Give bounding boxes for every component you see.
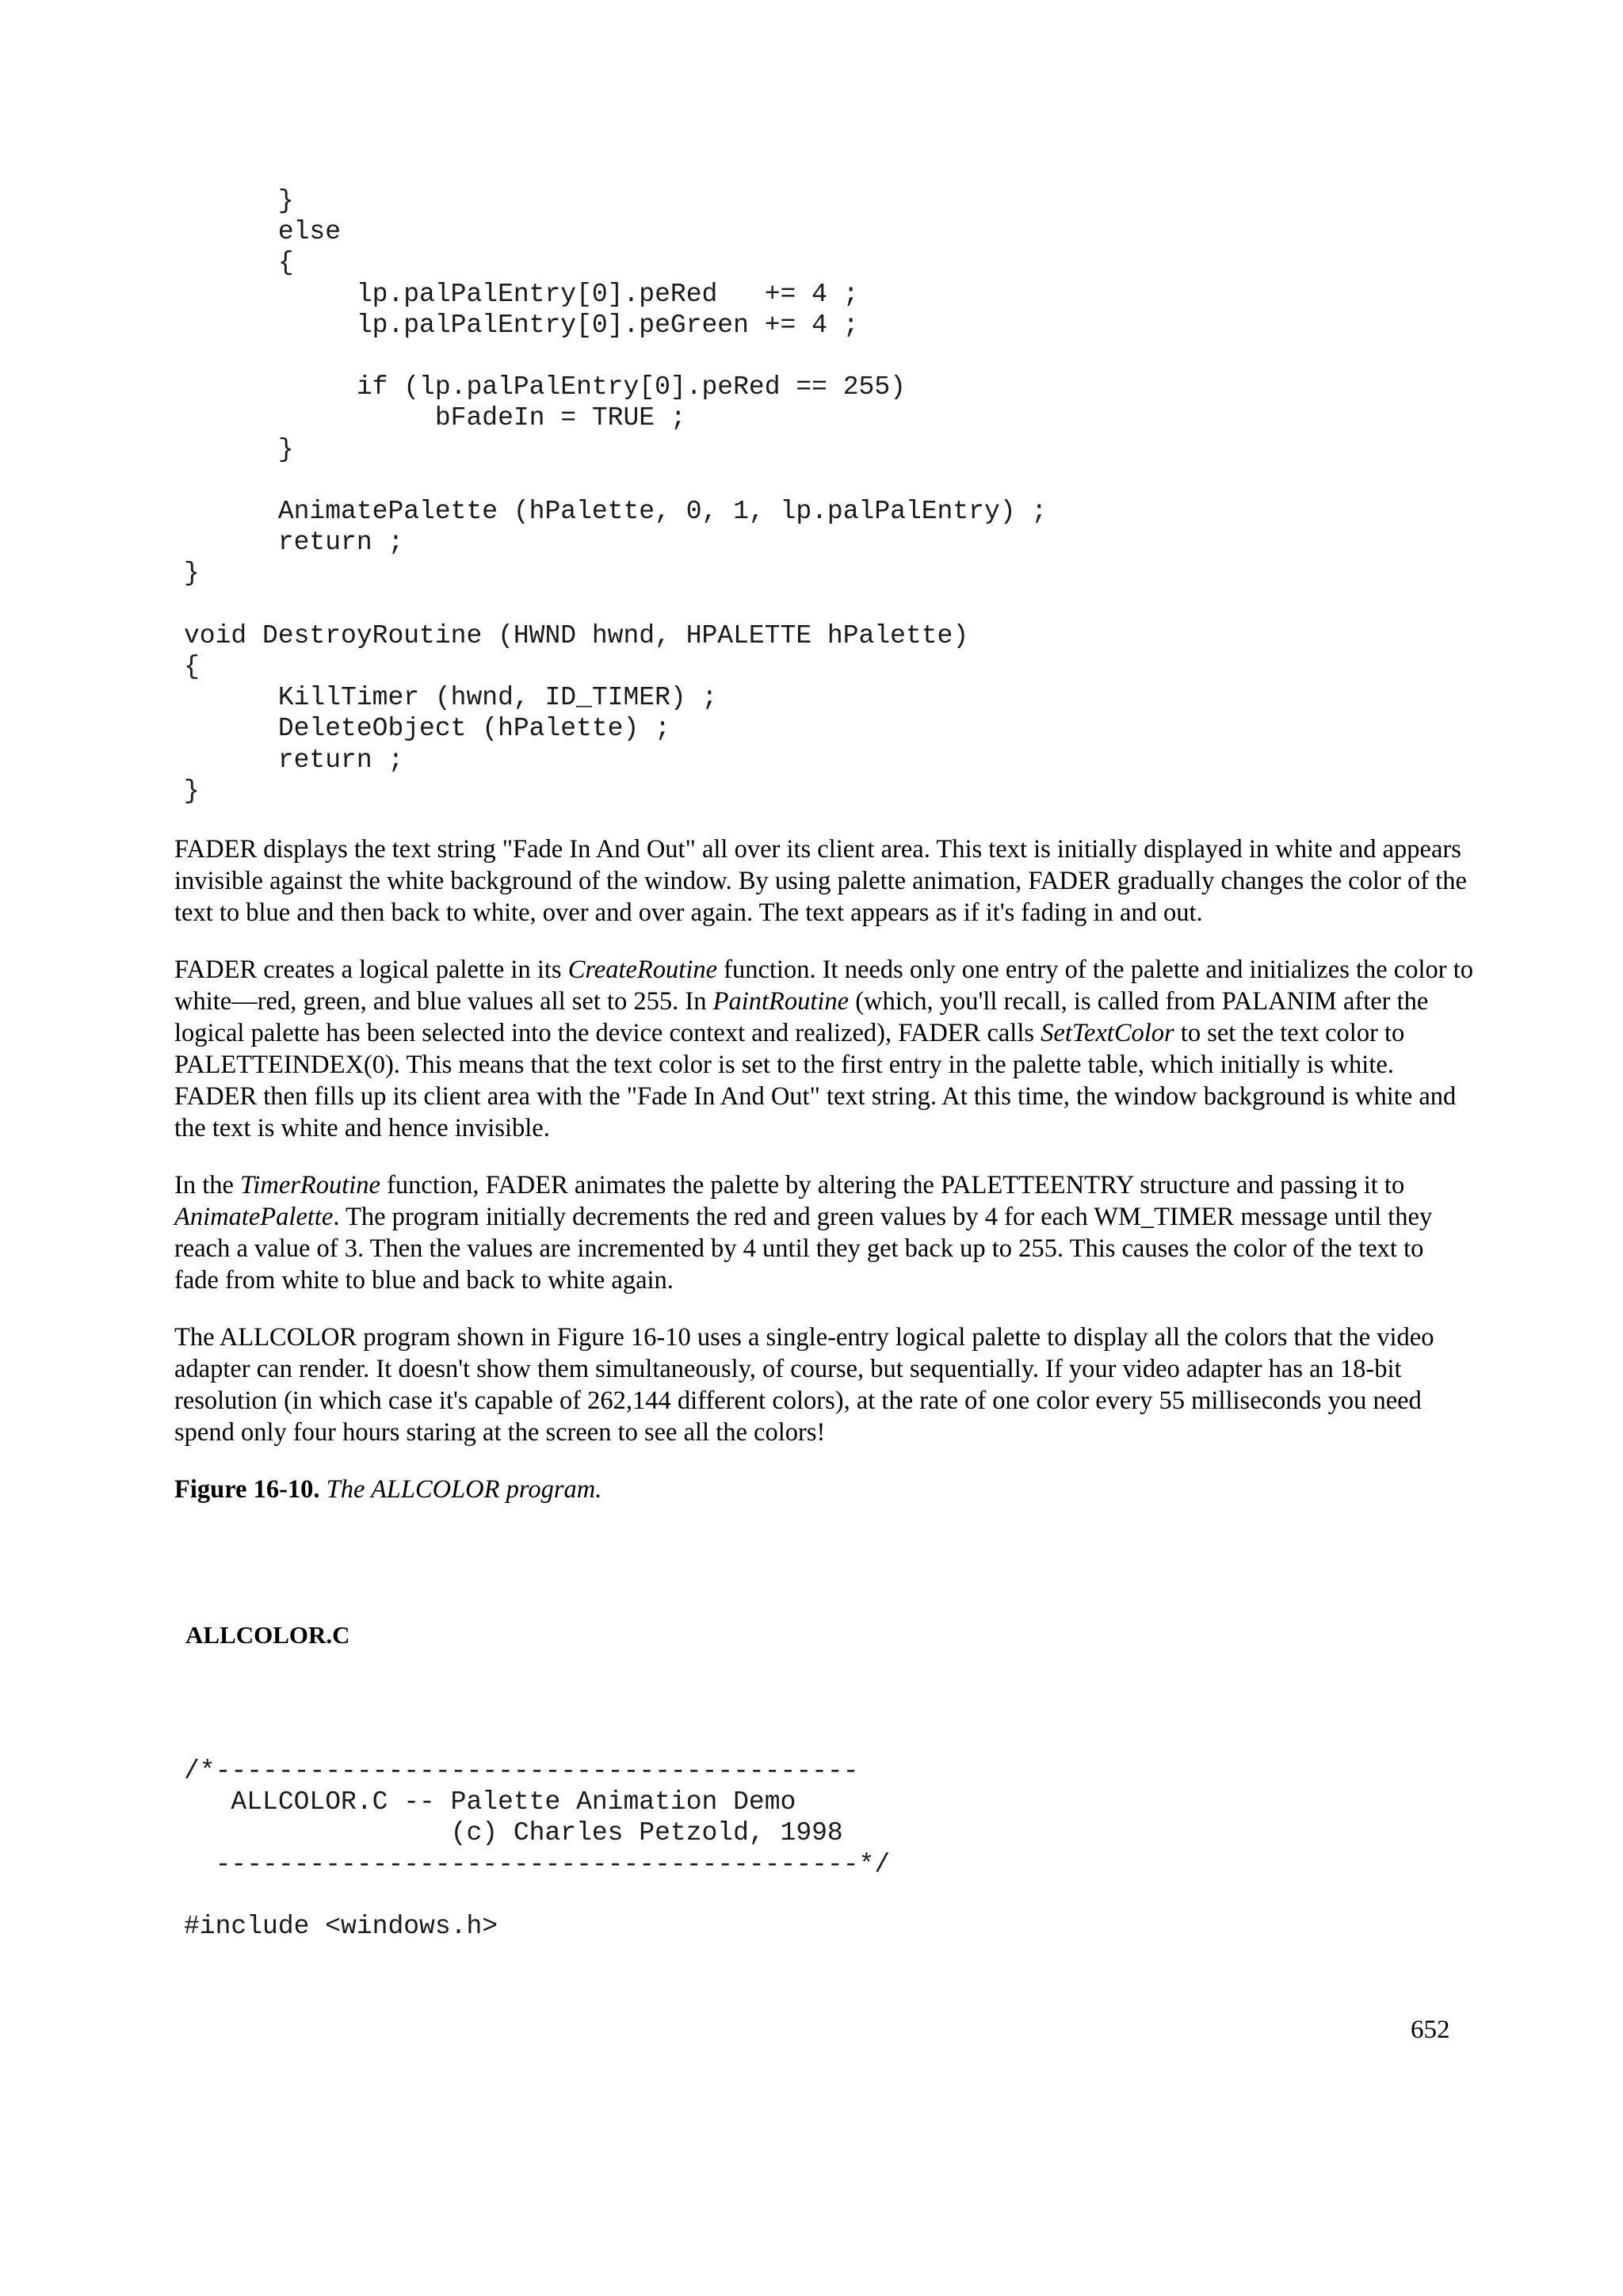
- paragraph: [174, 954, 1474, 1144]
- text-run: The ALLCOLOR program shown in Figure 16-10 uses a single-entry logical palette to display all the colors that the video adapter can render. It doesn't show them simultaneously, of course, but sequentially. If your video adapter has an 18-bit resolution (in which case it's capable of 262,144 different colors), at the rate of one color every 55 milliseconds you need spend only four hours staring at the screen to see all the colors!: [174, 1323, 1434, 1447]
- text-run: function. It needs only one entry of the palette and initializes the color to white—red, green, and blue values all set to 255. In: [174, 955, 1473, 1016]
- text-run: function, FADER animates the palette by altering the PALETTEENTRY structure and passing it to: [380, 1171, 1405, 1199]
- italic-term: SetTextColor: [1041, 1019, 1174, 1047]
- text-run: FADER creates a logical palette in its: [174, 955, 568, 984]
- listing-filename: ALLCOLOR.C: [185, 1621, 350, 1649]
- italic-term: AnimatePalette: [174, 1203, 334, 1231]
- italic-term: CreateRoutine: [567, 955, 718, 984]
- code-listing-continued: } else { lp.palPalEntry[0].peRed += 4 ; lp.palPalEntry[0].peGreen += 4 ; if (lp.palPalEntry[0].peRed == 255) bFadeIn = TRUE ; } AnimatePalette (hPalette, 0, 1, lp.palPalEntry) ; return ; } void DestroyRoutine (HWND hwnd, HPALETTE hPalette) { KillTimer (hwnd, ID_TIMER) ; DeleteObject (hPalette) ; return ; }: [184, 186, 1048, 806]
- paragraph: [174, 833, 1474, 929]
- page-number: 652: [1411, 2016, 1450, 2044]
- italic-term: TimerRoutine: [240, 1171, 380, 1199]
- text-run: . The program initially decrements the red and green values by 4 for each WM_TIMER message until they reach a value of 3. Then the values are incremented by 4 until they get back up to 255. This causes the color of the text to fade from white to blue and back to white again.: [174, 1203, 1433, 1295]
- figure-label: Figure 16-10.: [174, 1475, 320, 1504]
- text-run: to set the text color to PALETTEINDEX(0). This means that the text color is set to the first entry in the palette table, which initially is white. FADER then fills up its client area with the "Fade In And Out" text string. At this time, the window background is white and the text is white and hence invisible.: [174, 1019, 1457, 1142]
- text-run: FADER displays the text string "Fade In And Out" all over its client area. This text is initially displayed in white and appears invisible against the white background of the window. By using palette animation, FADER gradually changes the color of the text to blue and then back to white, over and over again. The text appears as if it's fading in and out.: [174, 835, 1467, 927]
- figure-caption: [174, 1474, 1474, 1505]
- text-run: (which, you'll recall, is called from PALANIM after the logical palette has been selected into the device context and realized), FADER calls: [174, 987, 1429, 1047]
- figure-title: The ALLCOLOR program.: [326, 1475, 602, 1504]
- body-text: [174, 833, 1474, 1505]
- paragraph: [174, 1169, 1474, 1296]
- code-listing-allcolor: /*----------------------------------------- ALLCOLOR.C -- Palette Animation Demo (c) Charles Petzold, 1998 -----------------------------------------*/ #include <windows.h>: [184, 1756, 891, 1942]
- paragraph: [174, 1322, 1474, 1448]
- text-run: In the: [174, 1171, 241, 1199]
- italic-term: PaintRoutine: [712, 987, 850, 1016]
